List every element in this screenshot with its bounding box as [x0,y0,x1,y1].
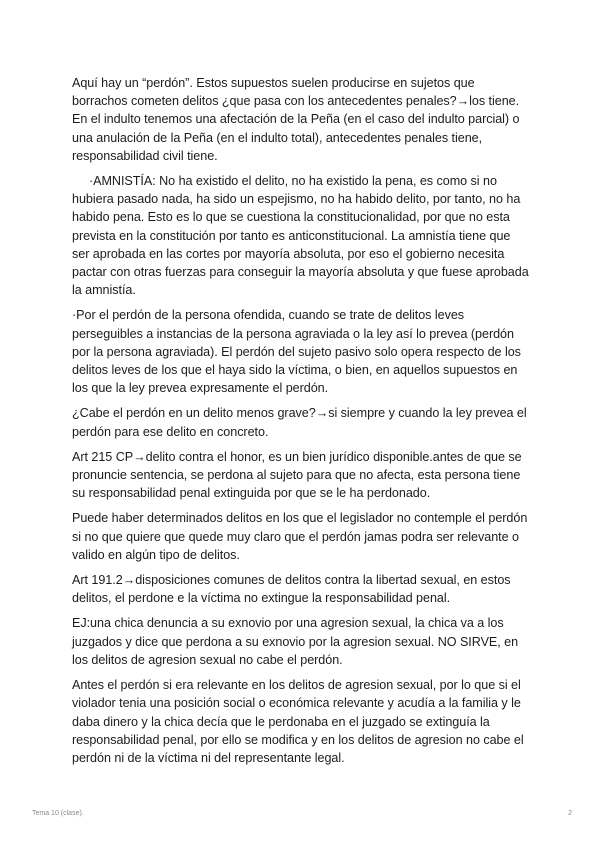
page-number: 2 [568,810,572,817]
paragraph-art-191: Art 191.2→disposiciones comunes de delitos contra la libertad sexual, en estos delitos, el perdone e la víctima no extingue la responsabilidad penal. [72,573,511,606]
paragraph-perdon-ofendida: ·Por el perdón de la persona ofendida, cuando se trate de delitos leves perseguibles a instancias de la persona agraviada o la ley así lo prevea (perdón por la persona agraviada). El perdón del sujeto pasivo solo opera respecto de los delitos leves de los que el haya sido la víctima, o bien, en aquellos supuestos en los que la ley prevea expresamente el perdón. [72,308,521,396]
paragraph-indulto: Aquí hay un “perdón”. Estos supuestos suelen producirse en sujetos que borrachos cometen delitos ¿que pasa con los antecedentes penales?→los tiene. En el indulto tenemos una afectación de la Peña (en el caso del indulto parcial) o una anulación de la Peña (en el indulto total), antecedentes penales tiene, responsabilidad civil tiene. [72,76,520,163]
paragraph-legislador: Puede haber determinados delitos en los que el legislador no contemple el perdón si no que quiere que quede muy claro que el perdón jamas podra ser relevante o valido en algún tipo de delitos. [72,511,528,562]
paragraph-art-215: Art 215 CP→delito contra el honor, es un bien jurídico disponible.antes de que se pronuncie sentencia, se perdona al sujeto para que no afecta, esta persona tiene su responsabilidad penal extinguida por que se le ha perdonado. [72,449,522,501]
paragraph-amnistia: ·AMNISTÍA: No ha existido el delito, no ha existido la pena, es como si no hubiera pasado nada, ha sido un espejismo, no ha habido delito, por tanto, no ha habido pena. Esto es lo que se cuestiona la constitucionalidad, por que no esta prevista en la constitución por tanto es anticonstitucional. La amnistía tiene que ser aprobada en las cortes por mayoría absoluta, por eso el gobierno necesita pactar con otras fuerzas para conseguir la mayoría absoluta y que fuese aprobada la amnistía. [72,174,529,298]
paragraph-delito-menos-grave: ¿Cabe el perdón en un delito menos grave?→si siempre y cuando la ley prevea el perdón para ese delito en concreto. [72,406,527,439]
paragraph-ejemplo: EJ:una chica denuncia a su exnovio por una agresion sexual, la chica va a los juzgados y dice que perdona a su exnovio por la agresion sexual. NO SIRVE, en los delitos de agresion sexual no cabe el perdón. [72,616,519,667]
footer-title: Tema 10 (clase). [32,810,84,817]
paragraph-antes: Antes el perdón si era relevante en los delitos de agresion sexual, por lo que si el violador tenia una posición social o económica relevante y acudía a la familia y le daba dinero y la chica decía que le perdonaba en el juzgado se extinguía la responsabilidad penal, por ello se modifica y en los delitos de agresion no cabe el perdón ni de la víctima ni del representante legal. [72,678,524,765]
page-content [72,74,530,774]
